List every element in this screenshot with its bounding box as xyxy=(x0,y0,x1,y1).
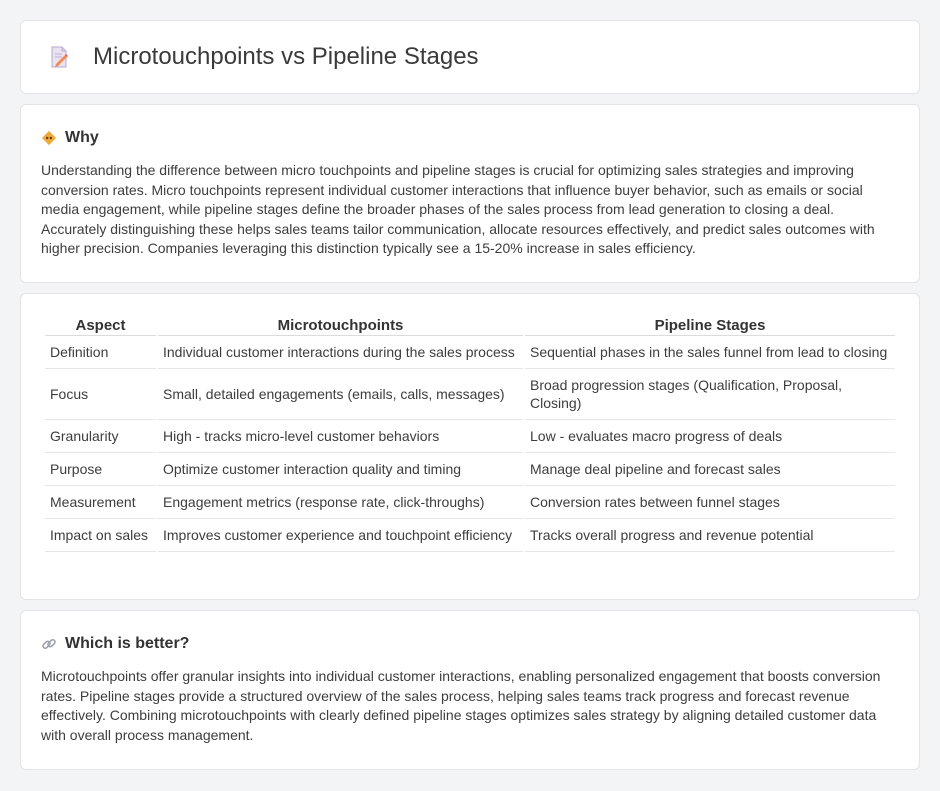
header-pipeline-stages: Pipeline Stages xyxy=(525,315,895,336)
table-header-row xyxy=(45,315,895,336)
table-row xyxy=(45,453,895,486)
pipeline-stages-cell: Low - evaluates macro progress of deals xyxy=(525,420,895,453)
header-aspect: Aspect xyxy=(45,315,156,336)
pipeline-stages-cell: Broad progression stages (Qualification, Proposal, Closing) xyxy=(525,369,895,420)
why-heading xyxy=(41,129,899,147)
aspect-cell: Granularity xyxy=(45,420,156,453)
which-is-better-section xyxy=(20,610,920,770)
comparison-table-card xyxy=(20,293,920,600)
aspect-cell: Purpose xyxy=(45,453,156,486)
aspect-cell: Impact on sales xyxy=(45,519,156,552)
microtouchpoints-cell: Individual customer interactions during the sales process xyxy=(158,336,523,369)
microtouchpoints-cell: Improves customer experience and touchpoint efficiency xyxy=(158,519,523,552)
microtouchpoints-cell: High - tracks micro-level customer behaviors xyxy=(158,420,523,453)
comparison-table xyxy=(43,315,897,552)
header-microtouchpoints: Microtouchpoints xyxy=(158,315,523,336)
header-card xyxy=(20,20,920,94)
microtouchpoints-cell: Small, detailed engagements (emails, calls, messages) xyxy=(158,369,523,420)
why-section xyxy=(20,104,920,283)
aspect-cell: Measurement xyxy=(45,486,156,519)
aspect-cell: Definition xyxy=(45,336,156,369)
table-row xyxy=(45,369,895,420)
diamond-warning-icon xyxy=(41,130,57,146)
table-row xyxy=(45,519,895,552)
microtouchpoints-cell: Engagement metrics (response rate, click-throughs) xyxy=(158,486,523,519)
page-title: Microtouchpoints vs Pipeline Stages xyxy=(93,43,479,70)
table-row xyxy=(45,486,895,519)
why-text: Understanding the difference between micro touchpoints and pipeline stages is crucial for optimizing sales strategies and improving conversion rates. Micro touchpoints represent individual customer interactions that influence buyer behavior, such as emails or social media engagement, while pipeline stages define the broader phases of the sales process from lead generation to closing a deal. Accurately distinguishing these helps sales teams tailor communication, allocate resources effectively, and predict sales outcomes with higher precision. Companies leveraging this distinction typically see a 15-20% increase in sales efficiency. xyxy=(41,162,875,256)
better-heading xyxy=(41,635,899,653)
pipeline-stages-cell: Tracks overall progress and revenue potential xyxy=(525,519,895,552)
table-row xyxy=(45,420,895,453)
document-edit-icon xyxy=(47,45,71,69)
link-icon xyxy=(41,636,57,652)
better-title: Which is better? xyxy=(65,635,190,652)
aspect-cell: Focus xyxy=(45,369,156,420)
pipeline-stages-cell: Manage deal pipeline and forecast sales xyxy=(525,453,895,486)
pipeline-stages-cell: Sequential phases in the sales funnel from lead to closing xyxy=(525,336,895,369)
table-row xyxy=(45,336,895,369)
better-text: Microtouchpoints offer granular insights into individual customer interactions, enabling personalized engagement that boosts conversion rates. Pipeline stages provide a structured overview of the sales process, helping sales teams track progress and forecast revenue effectively. Combining microtouchpoints with clearly defined pipeline stages optimizes sales strategy by aligning detailed customer data with overall process management. xyxy=(41,668,881,743)
microtouchpoints-cell: Optimize customer interaction quality and timing xyxy=(158,453,523,486)
pipeline-stages-cell: Conversion rates between funnel stages xyxy=(525,486,895,519)
why-title: Why xyxy=(65,129,99,146)
